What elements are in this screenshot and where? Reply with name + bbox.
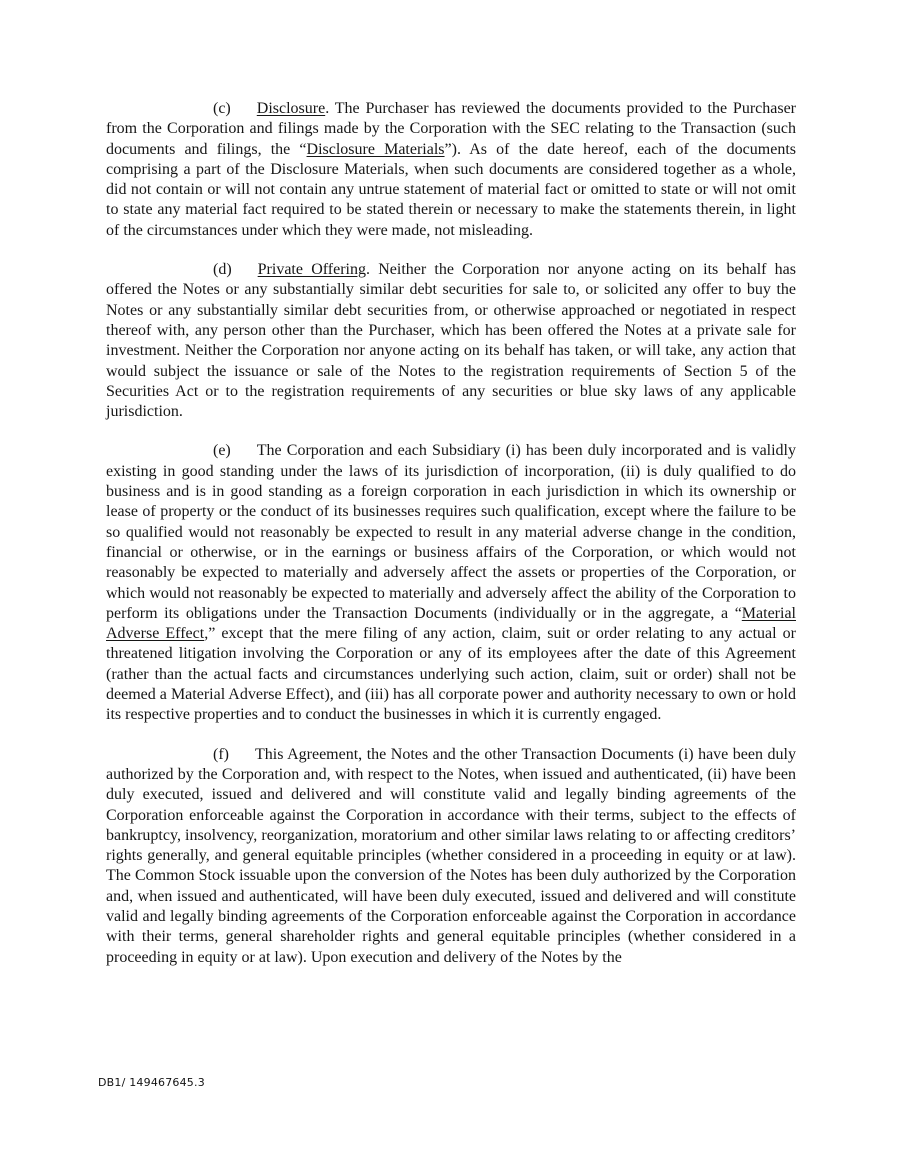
underlined-term: Material Adverse Effect	[106, 604, 796, 643]
paragraph-label: (f)	[213, 745, 229, 763]
text-run: ”). As of the date hereof, each of the documents comprising a part of the Disclosure Materials, when such documents are considered together as a whole, did not contain or will not contain any untrue statement of material fact or omitted to state or will not omit to state any material fact required to be stated therein or necessary to make the statements therein, in light of the circumstances under which they were made, not misleading.	[106, 140, 796, 239]
paragraph-e	[106, 441, 796, 725]
text-run: This Agreement, the Notes and the other Transaction Documents (i) have been duly authorized by the Corporation and, with respect to the Notes, when issued and authenticated, (ii) have been duly executed, issued and delivered and will constitute valid and legally binding agreements of the Corporation enforceable against the Corporation in accordance with their terms, subject to the effects of bankruptcy, insolvency, reorganization, moratorium and other similar laws relating to or affecting creditors’ rights generally, and general equitable principles (whether considered in a proceeding in equity or at law). The Common Stock issuable upon the conversion of the Notes has been duly authorized by the Corporation and, when issued and authenticated, will have been duly executed, issued and delivered and will constitute valid and legally binding agreements of the Corporation enforceable against the Corporation in accordance with their terms, general shareholder rights and general equitable principles (whether considered in a proceeding in equity or at law). Upon execution and delivery of the Notes by the	[106, 745, 796, 966]
text-run: The Corporation and each Subsidiary (i) has been duly incorporated and is validly existing in good standing under the laws of its jurisdiction of incorporation, (ii) is duly qualified to do business and is in good standing as a foreign corporation in each jurisdiction in which its ownership or lease of property or the conduct of its businesses requires such qualification, except where the failure to be so qualified would not reasonably be expected to result in any material adverse change in the condition, financial or otherwise, or in the earnings or business affairs of the Corporation, or which would not reasonably be expected to materially and adversely affect the assets or properties of the Corporation, or which would not reasonably be expected to materially and adversely affect the ability of the Corporation to perform its obligations under the Transaction Documents (individually or in the aggregate, a “	[106, 442, 796, 622]
text-run: . Neither the Corporation nor anyone acting on its behalf has offered the Notes or any substantially similar debt securities for sale to, or solicited any offer to buy the Notes or any substantially similar debt securities from, or otherwise approached or negotiated in respect thereof with, any person other than the Purchaser, which has been offered the Notes at a private sale for investment. Neither the Corporation nor anyone acting on its behalf has taken, or will take, any action that would subject the issuance or sale of the Notes to the registration requirements of Section 5 of the Securities Act or to the registration requirements of any securities or blue sky laws of any applicable jurisdiction.	[106, 261, 797, 421]
document-control-number: DB1/ 149467645.3	[98, 1076, 205, 1089]
paragraph-label: (e)	[213, 442, 231, 460]
text-run: . The Purchaser has reviewed the documents provided to the Purchaser from the Corporation and filings made by the Corporation with the SEC relating to the Transaction (such documents and filings, the “	[106, 100, 796, 158]
underlined-term: Disclosure	[256, 100, 326, 117]
paragraph-label: (c)	[213, 100, 231, 117]
underlined-term: Disclosure Materials	[306, 140, 445, 158]
paragraph-label: (d)	[213, 261, 232, 279]
text-run: ,” except that the mere filing of any action, claim, suit or order relating to any actual or threatened litigation involving the Corporation or any of its employees after the date of this Agreement (rather than the actual facts and circumstances underlying such action, claim, suit or order) shall not be deemed a Material Adverse Effect), and (iii) has all corporate power and authority necessary to own or hold its respective properties and to conduct the businesses in which it is currently engaged.	[106, 625, 797, 724]
paragraph-c	[106, 99, 796, 241]
paragraph-f	[106, 745, 796, 968]
document-body	[106, 99, 796, 968]
underlined-term: Private Offering	[257, 261, 366, 279]
paragraph-d	[106, 260, 796, 422]
